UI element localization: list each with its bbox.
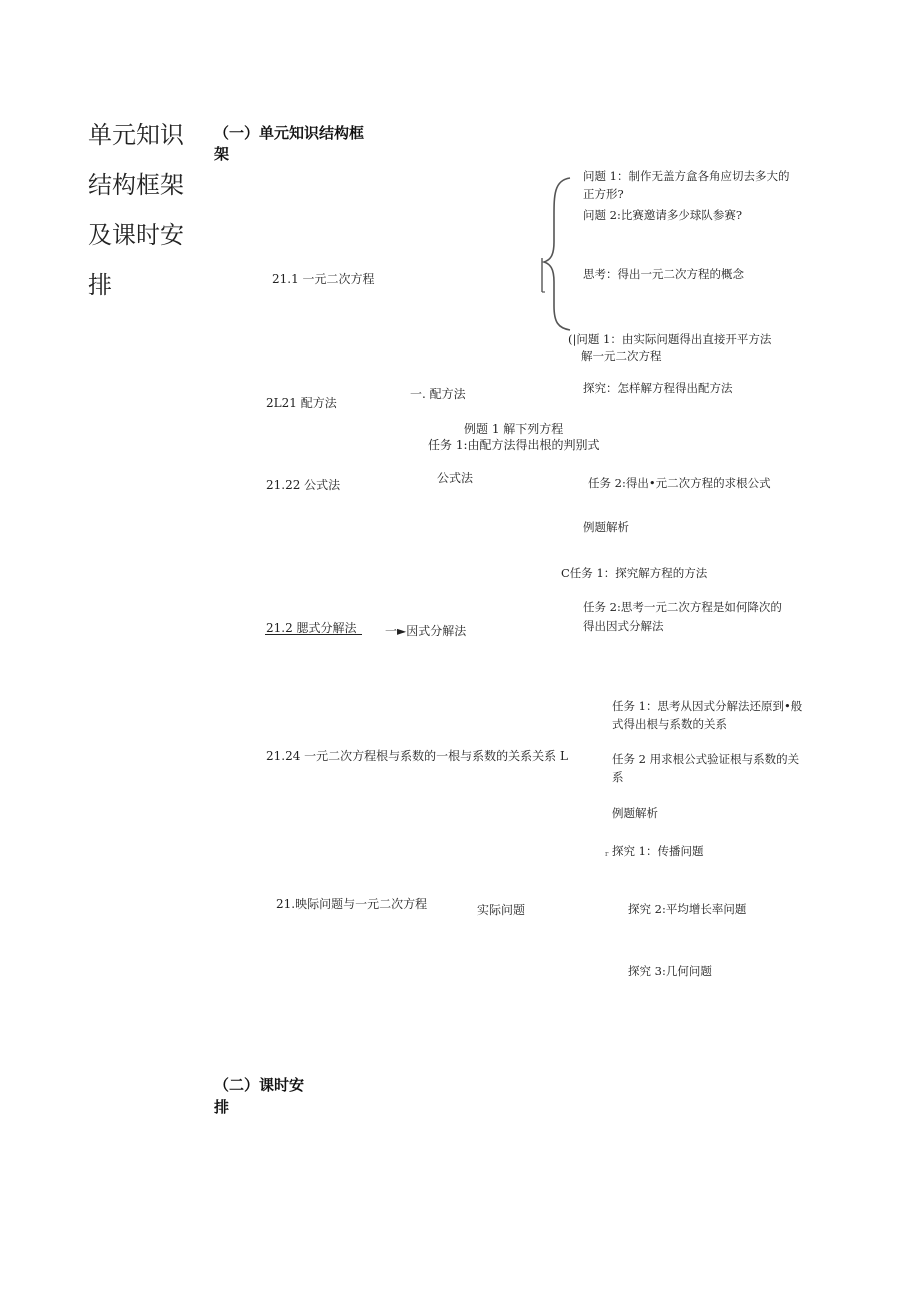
side-title-line-3: 及课时安 [88, 221, 184, 249]
task-1-explore: C任务 1：探究解方程的方法 [561, 566, 708, 580]
problem-1-line2: 正方形? [583, 187, 624, 201]
task-1-discriminant: 任务 1:由配方法得出根的判别式 [428, 438, 600, 452]
task-1-vieta-line2: 式得出根与系数的关系 [612, 717, 727, 731]
problem-1-line1: 问题 1：制作无盖方盒各角应切去多大的 [583, 169, 790, 183]
section2-heading-line1: （二）课时安 [214, 1076, 305, 1094]
problem-1-sqrt-line2: 解一元二次方程 [581, 349, 662, 363]
task-2-reduce-line1: 任务 2:思考一元二次方程是如何降次的 [583, 600, 782, 614]
problem-1-sqrt-line1: (|问题 1：由实际问题得出直接开平方法 [568, 332, 772, 346]
lesson-underline [265, 634, 362, 635]
lesson-21-23: 21.2 腮式分解法 [266, 621, 357, 635]
side-title-line-2: 结构框架 [88, 171, 184, 199]
side-title-line-4: 排 [88, 271, 112, 299]
task-2-reduce-line2: 得出因式分解法 [583, 619, 664, 633]
stray-mark: r [605, 850, 609, 858]
example-analysis-1: 例题解析 [583, 520, 629, 534]
task-1-vieta-line1: 任务 1：思考从因式分解法还原到•般 [612, 699, 803, 713]
task-2-formula: 任务 2:得出•元二次方程的求根公式 [588, 476, 771, 490]
example-1: 例题 1 解下列方程 [464, 422, 564, 436]
lesson-21-22: 21.22 公式法 [266, 478, 341, 492]
task-2-verify-line1: 任务 2 用求根公式验证根与系数的关 [612, 752, 800, 766]
lesson-21-24: 21.24 一元二次方程根与系数的一根与系数的关系关系 L [266, 749, 568, 763]
explore-completing-square: 探究：怎样解方程得出配方法 [583, 381, 733, 395]
method-factoring: 一►因式分解法 [385, 624, 467, 638]
think-concept: 思考：得出一元二次方程的概念 [583, 267, 744, 281]
explore-3-geometry: 探究 3:几何问题 [628, 964, 712, 978]
method-completing-square: 一. 配方法 [410, 387, 466, 401]
section1-heading-line1: （一）单元知识结构框 [214, 124, 365, 142]
section2-heading-line2: 排 [214, 1098, 230, 1116]
problem-2: 问题 2:比赛邀请多少球队参赛? [583, 208, 743, 222]
lesson-21-1: 21.1 一元二次方程 [272, 272, 375, 286]
practical-problems: 实际问题 [477, 903, 526, 917]
explore-1-spread: 探究 1：传播问题 [612, 844, 704, 858]
side-title-line-1: 单元知识 [88, 121, 184, 149]
section1-heading-line2: 架 [214, 145, 230, 163]
task-2-verify-line2: 系 [612, 770, 624, 784]
curly-brace-icon [536, 176, 576, 332]
lesson-21-3: 21.映际问题与一元二次方程 [276, 897, 428, 911]
explore-2-growth: 探究 2:平均增长率问题 [628, 902, 747, 916]
lesson-21-21: 2L21 配方法 [266, 396, 337, 410]
method-formula: 公式法 [437, 471, 474, 485]
example-analysis-2: 例题解析 [612, 806, 658, 820]
